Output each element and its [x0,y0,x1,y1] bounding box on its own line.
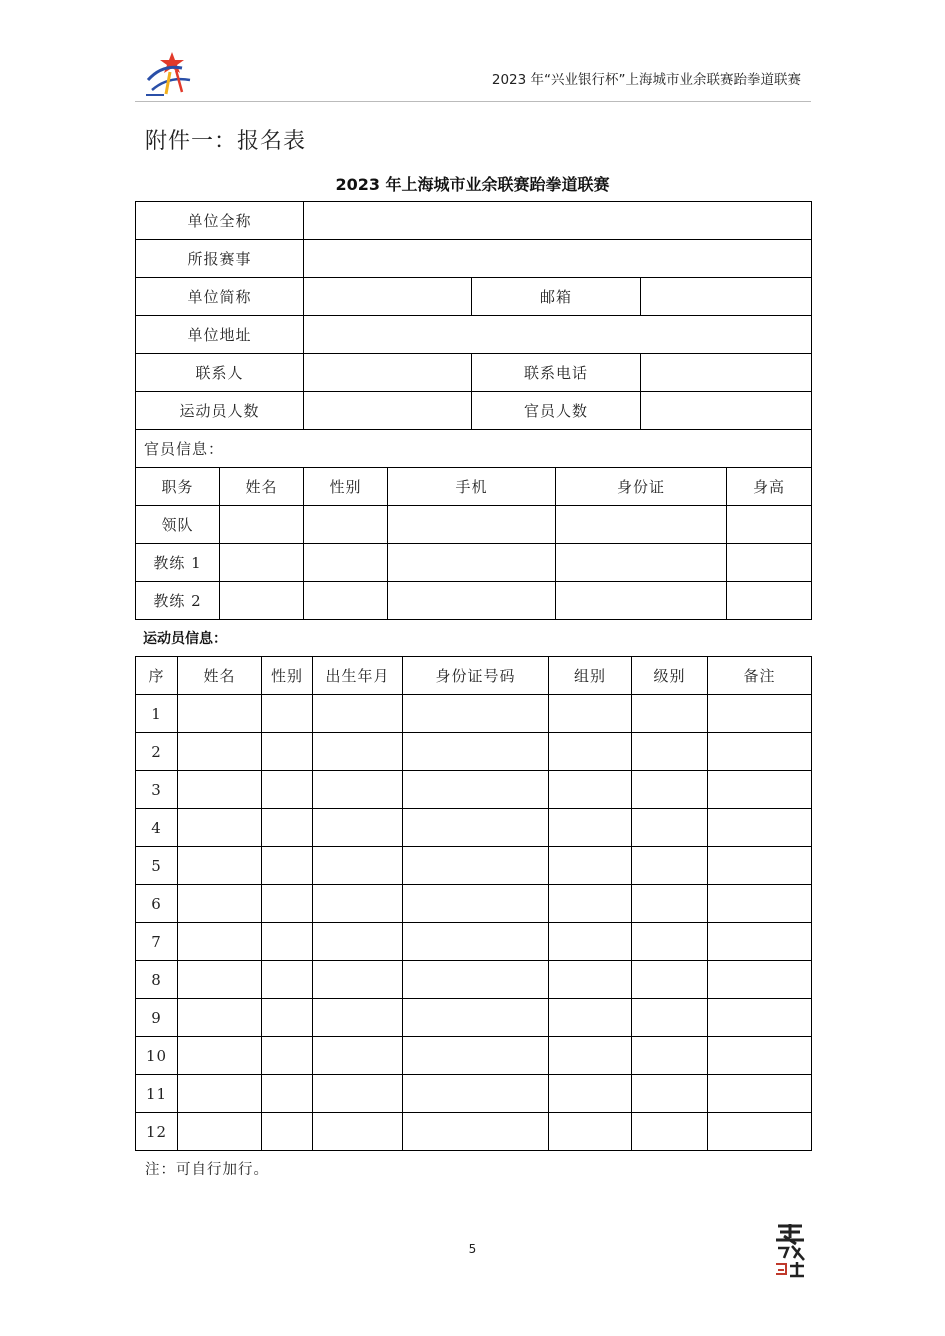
official-row [136,582,812,620]
athlete-remark-field[interactable] [708,771,812,809]
athlete-birth-field[interactable] [313,733,403,771]
unit-short-name-label: 单位简称 [136,278,304,316]
athlete-name-field[interactable] [178,1075,262,1113]
athlete-id-field[interactable] [403,771,549,809]
column-header: 手机 [388,468,556,506]
athlete-class-field[interactable] [632,961,708,999]
table-row [136,202,812,240]
athlete-group-field[interactable] [549,771,632,809]
athlete-name-field[interactable] [178,695,262,733]
athlete-remark-field[interactable] [708,1113,812,1151]
athlete-row [136,1113,812,1151]
unit-full-name-label: 单位全称 [136,202,304,240]
page-number: 5 [468,1242,477,1256]
column-header: 身高 [727,468,812,506]
athlete-gender-field[interactable] [262,1075,313,1113]
column-header: 职务 [136,468,220,506]
column-header: 序 [136,657,178,695]
athlete-remark-field[interactable] [708,961,812,999]
athlete-count-field[interactable] [304,392,472,430]
athlete-remark-field[interactable] [708,1075,812,1113]
athlete-id-field[interactable] [403,923,549,961]
athlete-group-field[interactable] [549,885,632,923]
athlete-name-field[interactable] [178,1113,262,1151]
unit-full-name-field[interactable] [304,202,812,240]
athlete-name-field[interactable] [178,733,262,771]
athlete-class-field[interactable] [632,923,708,961]
official-mobile-field[interactable] [388,582,556,620]
email-field[interactable] [641,278,812,316]
officials-header-row [136,468,812,506]
athlete-id-field[interactable] [403,1037,549,1075]
athlete-row-number: 4 [136,809,178,847]
taekwondo-seal-logo [770,1222,810,1280]
officials-section-label: 官员信息： [136,430,812,468]
header-title: 2023 年“兴业银行杯”上海城市业余联赛跆拳道联赛 [491,72,801,88]
athlete-name-field[interactable] [178,847,262,885]
official-height-field[interactable] [727,544,812,582]
athlete-class-field[interactable] [632,733,708,771]
athlete-group-field[interactable] [549,999,632,1037]
official-height-field[interactable] [727,506,812,544]
games-logo [142,50,198,100]
athlete-row-number: 10 [136,1037,178,1075]
attachment-title: 附件一：报名表 [145,129,307,154]
athlete-row-number: 8 [136,961,178,999]
column-header: 身份证号码 [403,657,549,695]
athlete-birth-field[interactable] [313,809,403,847]
athlete-row [136,923,812,961]
athlete-remark-field[interactable] [708,695,812,733]
athlete-birth-field[interactable] [313,695,403,733]
athlete-birth-field[interactable] [313,1113,403,1151]
athlete-birth-field[interactable] [313,961,403,999]
athlete-name-field[interactable] [178,961,262,999]
athlete-gender-field[interactable] [262,961,313,999]
table-row [136,316,812,354]
column-header: 组别 [549,657,632,695]
column-header: 出生年月 [313,657,403,695]
athlete-gender-field[interactable] [262,809,313,847]
athlete-group-field[interactable] [549,809,632,847]
athlete-count-label: 运动员人数 [136,392,304,430]
column-header: 性别 [262,657,313,695]
athlete-group-field[interactable] [549,923,632,961]
official-name-field[interactable] [220,582,304,620]
table-row [136,430,812,468]
athlete-row-number: 9 [136,999,178,1037]
athlete-birth-field[interactable] [313,885,403,923]
athlete-id-field[interactable] [403,1113,549,1151]
official-role: 领队 [136,506,220,544]
phone-field[interactable] [641,354,812,392]
official-height-field[interactable] [727,582,812,620]
phone-label: 联系电话 [472,354,641,392]
unit-address-label: 单位地址 [136,316,304,354]
official-mobile-field[interactable] [388,506,556,544]
athlete-gender-field[interactable] [262,695,313,733]
column-header: 身份证 [556,468,727,506]
athlete-row [136,847,812,885]
athlete-remark-field[interactable] [708,923,812,961]
footnote: 注：可自行加行。 [145,1162,269,1178]
athlete-class-field[interactable] [632,1037,708,1075]
column-header: 备注 [708,657,812,695]
athlete-id-field[interactable] [403,695,549,733]
email-label: 邮箱 [472,278,641,316]
athlete-row [136,961,812,999]
athlete-group-field[interactable] [549,1037,632,1075]
athlete-birth-field[interactable] [313,847,403,885]
athlete-birth-field[interactable] [313,923,403,961]
athletes-header-row [136,657,812,695]
athlete-row-number: 2 [136,733,178,771]
athlete-name-field[interactable] [178,885,262,923]
athlete-id-field[interactable] [403,809,549,847]
column-header: 姓名 [220,468,304,506]
athlete-row [136,1037,812,1075]
athlete-row-number: 7 [136,923,178,961]
official-name-field[interactable] [220,544,304,582]
athlete-remark-field[interactable] [708,999,812,1037]
athlete-name-field[interactable] [178,1037,262,1075]
athlete-gender-field[interactable] [262,923,313,961]
athlete-class-field[interactable] [632,885,708,923]
column-header: 性别 [304,468,388,506]
athlete-row-number: 1 [136,695,178,733]
athlete-name-field[interactable] [178,999,262,1037]
table-row [136,278,812,316]
athlete-row-number: 11 [136,1075,178,1113]
official-count-field[interactable] [641,392,812,430]
athlete-gender-field[interactable] [262,1037,313,1075]
athlete-row-number: 6 [136,885,178,923]
column-header: 姓名 [178,657,262,695]
athlete-gender-field[interactable] [262,771,313,809]
athlete-birth-field[interactable] [313,999,403,1037]
athlete-class-field[interactable] [632,999,708,1037]
athlete-remark-field[interactable] [708,847,812,885]
official-id-field[interactable] [556,506,727,544]
athlete-remark-field[interactable] [708,885,812,923]
official-name-field[interactable] [220,506,304,544]
contact-label: 联系人 [136,354,304,392]
official-id-field[interactable] [556,582,727,620]
athlete-remark-field[interactable] [708,1037,812,1075]
athlete-id-field[interactable] [403,1075,549,1113]
athlete-gender-field[interactable] [262,1113,313,1151]
athlete-id-field[interactable] [403,999,549,1037]
athlete-row [136,695,812,733]
athlete-gender-field[interactable] [262,847,313,885]
contact-field[interactable] [304,354,472,392]
athlete-row [136,1075,812,1113]
athlete-row [136,999,812,1037]
athlete-birth-field[interactable] [313,1075,403,1113]
athlete-class-field[interactable] [632,1075,708,1113]
athlete-group-field[interactable] [549,1113,632,1151]
athlete-class-field[interactable] [632,1113,708,1151]
athlete-gender-field[interactable] [262,885,313,923]
event-label: 所报赛事 [136,240,304,278]
athlete-row [136,885,812,923]
athlete-birth-field[interactable] [313,771,403,809]
athlete-group-field[interactable] [549,695,632,733]
table-row [136,240,812,278]
athlete-id-field[interactable] [403,733,549,771]
header-divider [135,101,811,102]
athlete-gender-field[interactable] [262,999,313,1037]
athletes-table [135,656,812,1151]
athlete-group-field[interactable] [549,847,632,885]
athlete-name-field[interactable] [178,923,262,961]
athlete-remark-field[interactable] [708,809,812,847]
athlete-row [136,733,812,771]
official-gender-field[interactable] [304,506,388,544]
official-gender-field[interactable] [304,544,388,582]
official-id-field[interactable] [556,544,727,582]
registration-info-table [135,201,812,620]
official-count-label: 官员人数 [472,392,641,430]
official-gender-field[interactable] [304,582,388,620]
athlete-class-field[interactable] [632,809,708,847]
athlete-row [136,771,812,809]
athlete-class-field[interactable] [632,847,708,885]
athlete-class-field[interactable] [632,771,708,809]
athlete-id-field[interactable] [403,961,549,999]
event-field[interactable] [304,240,812,278]
official-role: 教练 1 [136,544,220,582]
athlete-group-field[interactable] [549,961,632,999]
athlete-group-field[interactable] [549,733,632,771]
athletes-section-label: 运动员信息： [143,631,227,647]
athlete-gender-field[interactable] [262,733,313,771]
athlete-id-field[interactable] [403,885,549,923]
athlete-row-number: 12 [136,1113,178,1151]
official-role: 教练 2 [136,582,220,620]
athlete-row-number: 3 [136,771,178,809]
column-header: 级别 [632,657,708,695]
athlete-remark-field[interactable] [708,733,812,771]
athlete-birth-field[interactable] [313,1037,403,1075]
table-row [136,354,812,392]
form-title: 2023 年上海城市业余联赛跆拳道联赛 [335,175,610,194]
athlete-name-field[interactable] [178,771,262,809]
athlete-name-field[interactable] [178,809,262,847]
table-row [136,392,812,430]
athlete-group-field[interactable] [549,1075,632,1113]
athlete-class-field[interactable] [632,695,708,733]
athlete-row [136,809,812,847]
official-row [136,506,812,544]
unit-short-name-field[interactable] [304,278,472,316]
athlete-row-number: 5 [136,847,178,885]
official-mobile-field[interactable] [388,544,556,582]
athlete-id-field[interactable] [403,847,549,885]
official-row [136,544,812,582]
unit-address-field[interactable] [304,316,812,354]
